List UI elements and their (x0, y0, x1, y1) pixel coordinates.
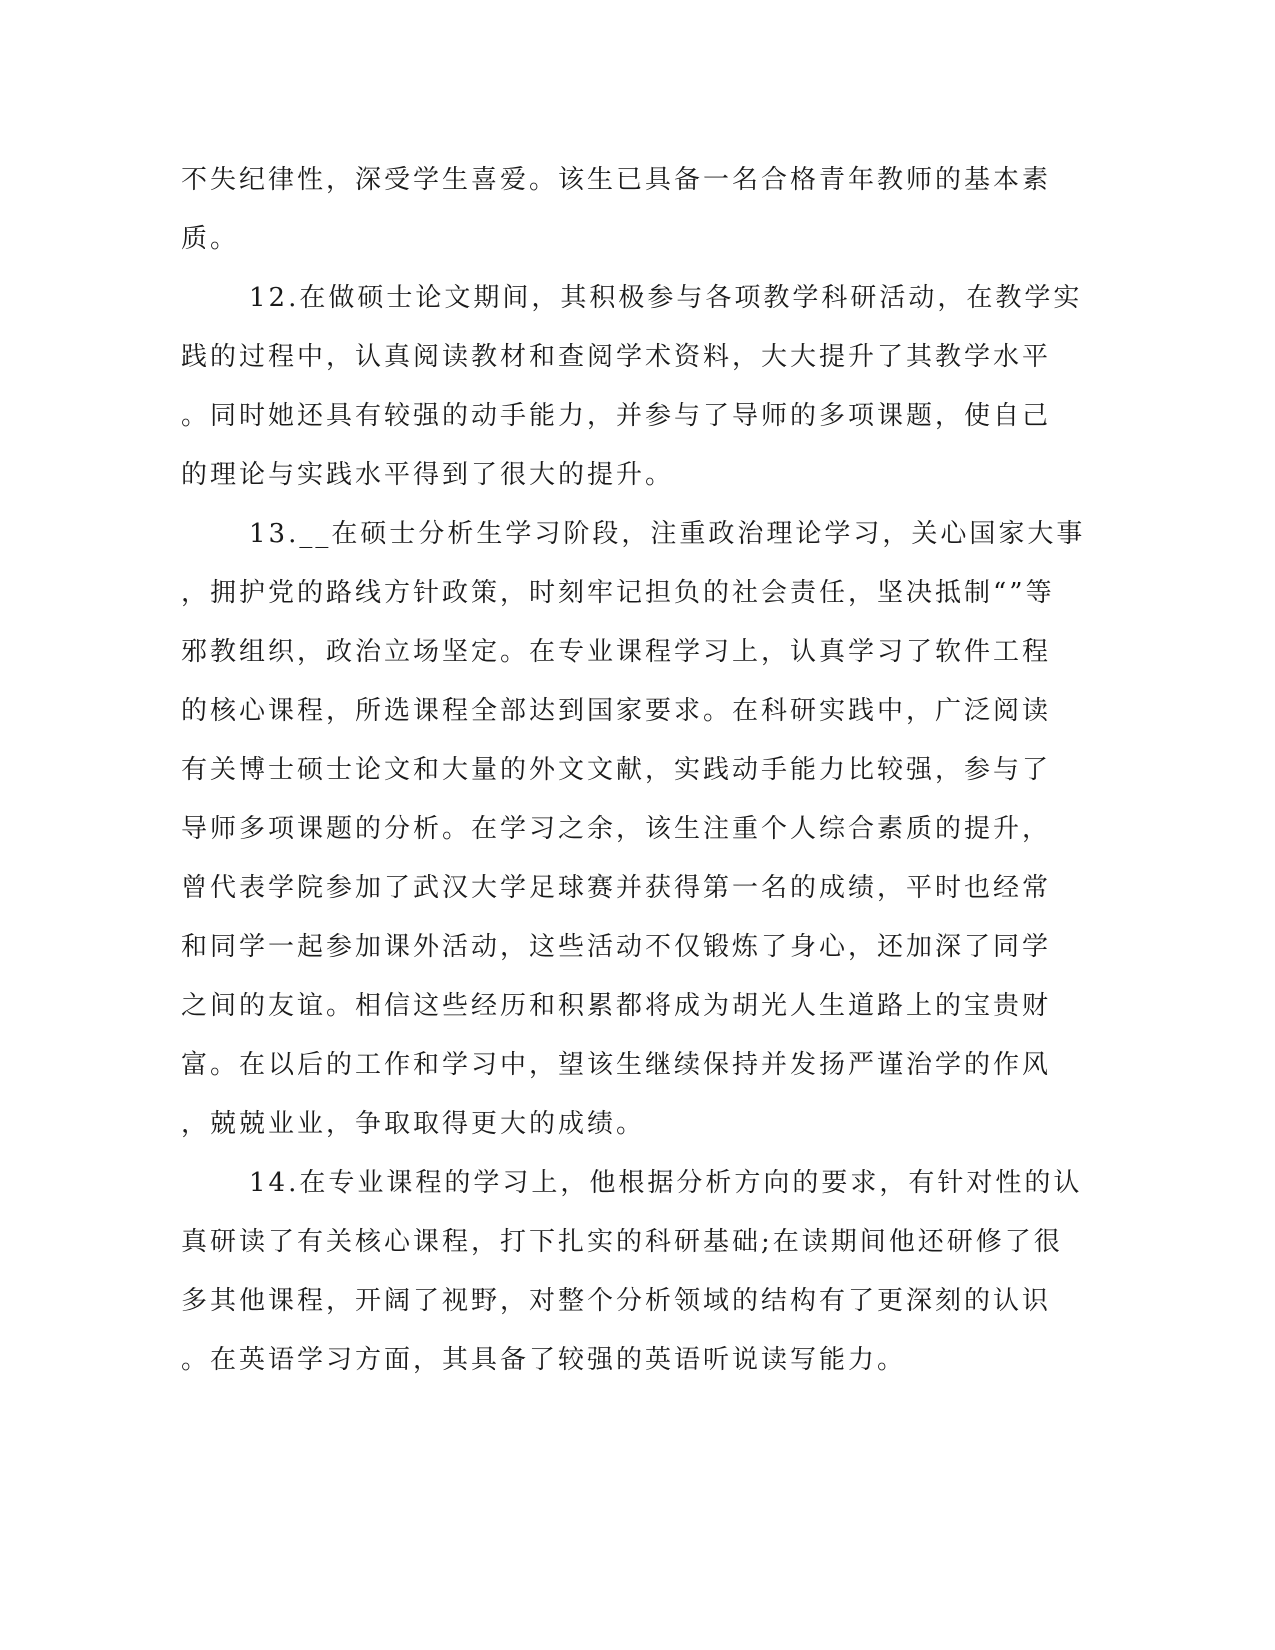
text-line: 。同时她还具有较强的动手能力，并参与了导师的多项课题，使自己 (181, 401, 1052, 431)
text-line: 不失纪律性，深受学生喜爱。该生已具备一名合格青年教师的基本素 (181, 165, 1052, 195)
text-line: 多其他课程，开阔了视野，对整个分析领域的结构有了更深刻的认识 (181, 1286, 1052, 1316)
text-line: ，拥护党的路线方针政策，时刻牢记担负的社会责任，坚决抵制“”等 (181, 578, 1055, 608)
paragraph-12-first-line: 12.在做硕士论文期间，其积极参与各项教学科研活动，在教学实 (249, 283, 1083, 313)
text-line: ，兢兢业业，争取取得更大的成绩。 (181, 1109, 646, 1139)
text-line: 真研读了有关核心课程，打下扎实的科研基础;在读期间他还研修了很 (181, 1227, 1063, 1257)
text-line: 质。 (181, 224, 240, 254)
text-line: 和同学一起参加课外活动，这些活动不仅锻炼了身心，还加深了同学 (181, 932, 1052, 962)
text-line: 曾代表学院参加了武汉大学足球赛并获得第一名的成绩，平时也经常 (181, 873, 1052, 903)
paragraph-14-first-line: 14.在专业课程的学习上，他根据分析方向的要求，有针对性的认 (249, 1168, 1083, 1198)
text-line: 的核心课程，所选课程全部达到国家要求。在科研实践中，广泛阅读 (181, 696, 1052, 726)
text-line: 之间的友谊。相信这些经历和积累都将成为胡光人生道路上的宝贵财 (181, 991, 1052, 1021)
text-line: 。在英语学习方面，其具备了较强的英语听说读写能力。 (181, 1345, 907, 1375)
text-line: 富。在以后的工作和学习中，望该生继续保持并发扬严谨治学的作风 (181, 1050, 1052, 1080)
text-line: 导师多项课题的分析。在学习之余，该生注重个人综合素质的提升， (181, 814, 1052, 844)
text-line: 邪教组织，政治立场坚定。在专业课程学习上，认真学习了软件工程 (181, 637, 1052, 667)
text-line: 的理论与实践水平得到了很大的提升。 (181, 460, 675, 490)
text-line: 有关博士硕士论文和大量的外文文献，实践动手能力比较强，参与了 (181, 755, 1052, 785)
text-line: 践的过程中，认真阅读教材和查阅学术资料，大大提升了其教学水平 (181, 342, 1052, 372)
paragraph-13-first-line: 13.__在硕士分析生学习阶段，注重政治理论学习，关心国家大事 (249, 519, 1086, 549)
